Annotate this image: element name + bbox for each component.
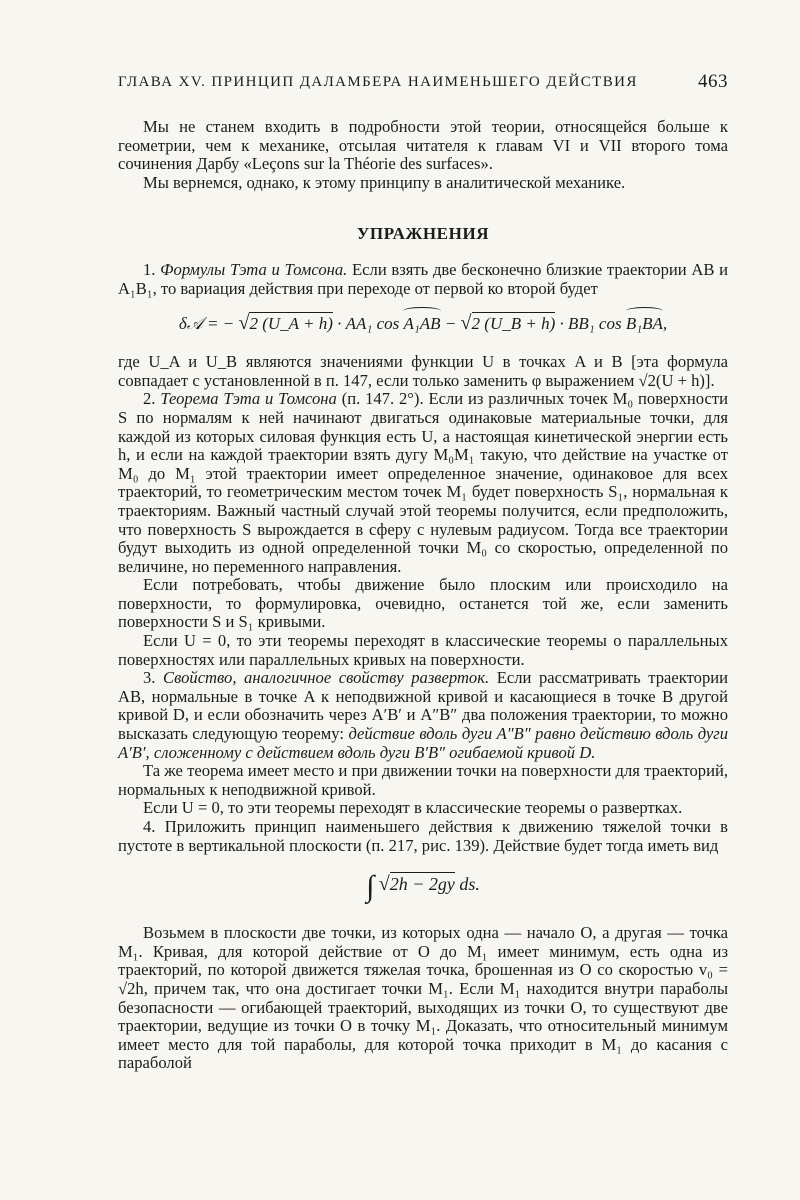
exercise-2-paragraph-2: Если потребовать, чтобы движение было плоским или происходило на поверхности, то формулировка, очевидно, останется той же, если заменить поверхности S и S₁ кривыми. — [118, 575, 728, 632]
exercise-3-text: Если рассматривать траектории AB, нормальные в точке A к неподвижной кривой и касающиеся в точке B другой кривой D, и если обозначить через A′B′ и A″B″ два положения траектории, то можно высказать следующую теорему: — [118, 668, 728, 744]
exercise-3-paragraph-2: Та же теорема имеет место и при движении точки на поверхности для траекторий, нормальных к неподвижной кривой. — [118, 761, 728, 799]
formula-term-1: · AA₁ cos — [332, 314, 404, 334]
sqrt-sign-icon: √ — [378, 873, 390, 896]
exercise-3-paragraph-3: Если U = 0, то эти теоремы переходят в классические теоремы о развертках. — [143, 798, 683, 818]
exercise-2-number: 2. — [143, 389, 156, 409]
exercise-4-text: Приложить принцип наименьшего действия к движению тяжелой точки в пустоте в вертикальной плоскости (п. 217, рис. 139). Действие будет тогда иметь вид — [118, 817, 728, 855]
exercise-3-theorem: действие вдоль дуги A″B″ равно действию вдоль дуги A′B′, сложенному с действием вдоль дуги B′B″ огибаемой кривой D. — [118, 724, 728, 762]
radicand-a: 2 (U_A + h) — [249, 314, 333, 334]
exercise-3-title: Свойство, аналогичное свойству разверток. — [163, 668, 490, 688]
formula-end: , — [662, 314, 668, 334]
exercise-3 — [118, 669, 728, 762]
integral-radicand: 2h − 2gy — [389, 874, 455, 895]
exercise-3-number: 3. — [143, 668, 156, 688]
exercise-1-after-formula: где U_A и U_B являются значениями функции U в точках A и B [эта формула совпадает с установленной в п. 147, если только заменить φ выражением √2(U + h)]. — [118, 352, 728, 390]
integral-sign-icon: ∫ — [366, 870, 375, 904]
page-number: 463 — [698, 71, 728, 92]
angle-arc-b: B₁BA — [626, 311, 663, 337]
intro-paragraph-1: Мы не станем входить в подробности этой теории, относящейся больше к геометрии, чем к механике, отсылая читателя к главам VI и VII второго тома сочинения Дарбу «Leçons sur la Théorie des surfaces». — [118, 117, 728, 174]
exercise-4 — [118, 818, 728, 855]
page-body — [118, 118, 728, 1073]
integral-differential: ds. — [454, 874, 480, 895]
exercise-1 — [118, 261, 728, 298]
sqrt-sign-icon: √ — [460, 312, 472, 335]
section-heading: УПРАЖНЕНИЯ — [356, 224, 490, 244]
formula-lhs: δ𝒜 = − — [178, 314, 239, 334]
running-header: ГЛАВА XV. ПРИНЦИП ДАЛАМБЕРА НАИМЕНЬШЕГО ДЕЙСТВИЯ — [118, 74, 638, 90]
formula-variation-of-action — [118, 310, 728, 337]
exercise-2 — [118, 390, 728, 576]
exercise-2-paragraph-3: Если U = 0, то эти теоремы переходят в классические теоремы о параллельных поверхностях или параллельных кривых на поверхности. — [118, 631, 728, 669]
exercise-2-title: Теорема Тэта и Томсона — [160, 389, 337, 409]
formula-action-integral — [118, 870, 728, 904]
intro-paragraph-2: Мы вернемся, однако, к этому принципу в аналитической механике. — [143, 172, 626, 192]
angle-arc-a: A₁AB — [403, 311, 440, 337]
exercise-1-title: Формулы Тэта и Томсона. — [160, 259, 348, 279]
exercise-1-text: Если взять две бесконечно близкие траектории AB и A₁B₁, то вариация действия при переходе от первой ко второй будет — [118, 259, 728, 298]
formula-term-2: · BB₁ cos — [555, 314, 626, 334]
sqrt-sign-icon: √ — [238, 312, 250, 335]
exercise-2-text: (п. 147. 2°). Если из различных точек M₀ поверхности S по нормалям к ней начинают двигаться одинаковые материальные точки, для каждой из которых силовая функция есть U, а настоящая кинетической энергии есть h, и если на каждой траектории взять дугу M₀M₁ такую, что действие на участке от M₀ до M₁ этой траектории имеет определенное значение, одинаковое для всех траекторий, то геометрическим местом точек M₁ будет поверхность S₁, нормальная к траекториям. Важный частный случай этой теоремы получится, если предположить, что поверхность S вырождается в сферу с нулевым радиусом. Тогда все траектории будут выходить из одной определенной точки M₀ со скоростью, определенной по величине, но переменного направления. — [118, 389, 729, 576]
radicand-b: 2 (U_B + h) — [471, 314, 556, 334]
exercise-4-paragraph-2: Возьмем в плоскости две точки, из которых одна — начало O, а другая — точка M₁. Кривая, для которой действие от O до M₁ имеет минимум, есть одна из траекторий, по которой движется тяжелая точка, брошенная из O со скоростью v₀ = √2h, причем так, что она достигает точки M₁. Если M₁ находится внутри параболы безопасности — огибающей траекторий, выходящих из точки O, то существуют две траектории, ведущие из точки O в точку M₁. Доказать, что относительный минимум имеет место для той параболы, для которой точка приходит в M₁ до касания с параболой — [118, 923, 728, 1073]
formula-minus: − — [440, 314, 461, 334]
exercise-4-number: 4. — [143, 817, 156, 836]
exercise-1-number: 1. — [143, 259, 156, 279]
